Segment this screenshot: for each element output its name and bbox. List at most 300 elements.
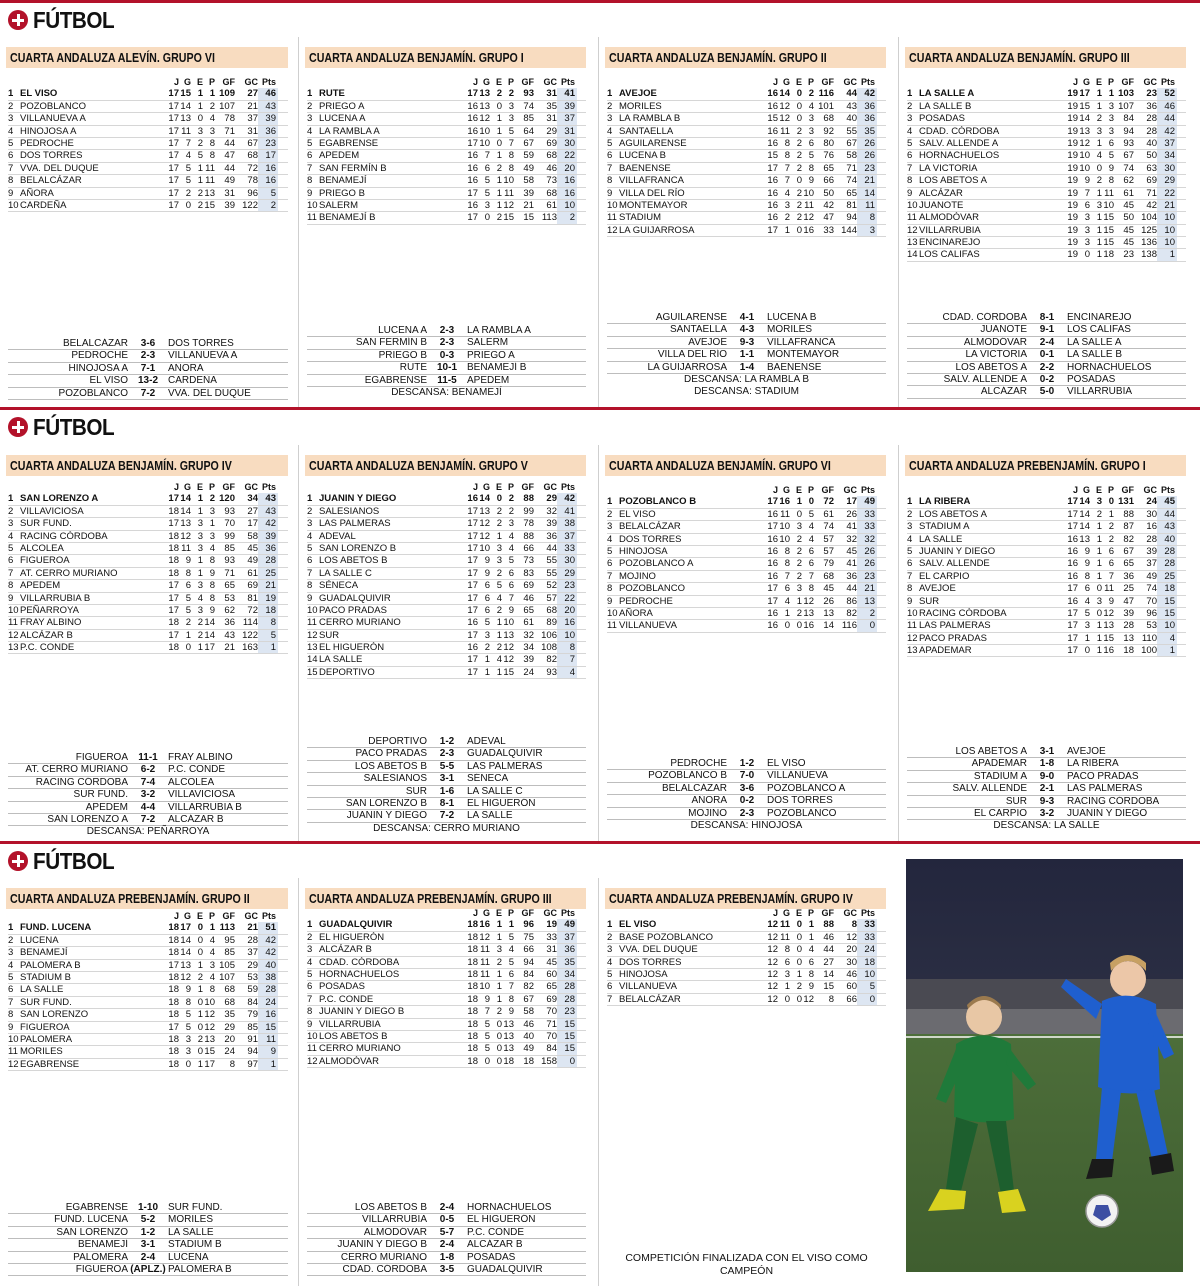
header-e: E (1095, 77, 1102, 87)
position: 11 (907, 212, 917, 224)
header-pos (8, 76, 20, 88)
table-row (907, 534, 1186, 546)
position: 10 (307, 1030, 318, 1042)
goals-against: 72 (247, 604, 258, 616)
position: 3 (8, 947, 14, 959)
points: 42 (1157, 126, 1177, 137)
group-title (605, 47, 886, 68)
played: 19 (1067, 199, 1078, 211)
goals-against: 37 (247, 947, 258, 959)
away-team: BENAMEJÍ B (467, 362, 527, 374)
team-name: P.C. CONDE (319, 993, 374, 1005)
points: 0 (857, 620, 877, 631)
drawn: 3 (197, 125, 203, 137)
group-title-text: CUARTA ANDALUZA PREBENJAMÍN. GRUPO I (909, 458, 1146, 473)
points: 20 (557, 605, 577, 616)
team-name: POSADAS (919, 113, 965, 125)
goals-for: 101 (818, 100, 834, 112)
team-name: ALCÁZAR B (319, 944, 372, 956)
lost: 15 (204, 1046, 215, 1058)
table-row (307, 1043, 586, 1055)
table-row (307, 113, 586, 125)
position: 2 (8, 100, 14, 112)
team-name: AGUILARENSE (619, 137, 687, 149)
away-team: POZOBLANCO A (767, 782, 846, 794)
goals-against: 61 (247, 567, 258, 579)
points: 25 (258, 568, 278, 579)
drawn: 2 (496, 604, 502, 616)
goals-against: 55 (546, 567, 557, 579)
drawn: 3 (197, 518, 203, 530)
table-row (307, 150, 586, 162)
score: 0-2 (1039, 373, 1055, 385)
points: 20 (557, 163, 577, 174)
standings-header-row (8, 910, 288, 922)
team-name: SÉNECA (319, 580, 359, 592)
won: 7 (784, 162, 790, 174)
header-pts: Pts (261, 482, 276, 492)
header-gc: GC (244, 482, 258, 492)
table-row (607, 546, 886, 558)
goals-against: 17 (846, 496, 857, 508)
played: 17 (767, 224, 778, 236)
away-team: LA RAMBLA A (467, 325, 531, 336)
header-g: G (183, 77, 191, 87)
lost: 4 (508, 542, 514, 554)
goals-for: 59 (523, 150, 534, 162)
goals-against: 82 (846, 607, 857, 619)
drawn: 2 (796, 162, 802, 174)
rest-team: DESCANSA: BENAMEJÍ (391, 386, 502, 398)
played: 16 (467, 642, 478, 654)
won: 11 (480, 956, 490, 968)
points: 44 (1157, 509, 1177, 520)
goals-against: 94 (247, 1046, 258, 1058)
result-row (307, 325, 586, 337)
header-e: E (795, 77, 802, 87)
won: 16 (779, 496, 790, 508)
home-team: SALV. ALLENDE (952, 783, 1027, 795)
table-row (607, 138, 886, 150)
table-row (8, 922, 288, 934)
drawn: 1 (496, 629, 502, 641)
played: 18 (168, 642, 179, 654)
won: 14 (479, 493, 490, 505)
played: 17 (467, 518, 478, 530)
points: 36 (557, 944, 577, 955)
table-row (8, 543, 288, 555)
goals-against: 44 (546, 542, 557, 554)
goals-against: 35 (546, 100, 557, 112)
goals-for: 88 (523, 493, 534, 505)
team-name: POZOBLANCO A (619, 558, 694, 570)
goals-against: 50 (1146, 150, 1157, 162)
played: 17 (767, 162, 778, 174)
drawn: 3 (197, 542, 203, 554)
lost: 16 (803, 224, 814, 236)
group-title-text: CUARTA ANDALUZA BENJAMÍN. GRUPO II (609, 50, 827, 65)
header-pts: Pts (860, 77, 875, 87)
drawn: 0 (197, 996, 203, 1008)
group-title (905, 455, 1186, 476)
played: 17 (467, 604, 478, 616)
away-team: LA SALLE C (467, 785, 523, 797)
goals-for: 14 (823, 968, 834, 980)
table-row (307, 969, 586, 981)
drawn: 0 (197, 934, 203, 946)
played: 17 (168, 592, 179, 604)
won: 5 (1084, 607, 1090, 619)
won: 1 (784, 224, 790, 236)
table-row (607, 496, 886, 508)
header-team (619, 484, 766, 496)
drawn: 0 (796, 175, 802, 187)
position: 7 (8, 996, 14, 1008)
played: 12 (767, 919, 778, 931)
lost: 13 (803, 607, 814, 619)
results-list (607, 758, 886, 832)
points: 10 (857, 969, 877, 980)
header-team (619, 76, 766, 88)
position: 9 (8, 1021, 14, 1033)
goals-against: 108 (541, 642, 557, 654)
team-name: RUTE (319, 88, 345, 100)
played: 17 (168, 175, 179, 187)
goals-for: 36 (1123, 570, 1134, 582)
table-row (307, 957, 586, 969)
header-pos (607, 907, 619, 919)
table-row (907, 101, 1186, 113)
position: 2 (8, 505, 14, 517)
header-j: J (173, 77, 179, 87)
position: 4 (907, 125, 913, 137)
table-row (607, 932, 886, 944)
goals-against: 71 (546, 1018, 557, 1030)
header-gc: GC (543, 482, 557, 492)
goals-for: 88 (1123, 508, 1134, 520)
result-row (607, 349, 886, 361)
goals-for: 62 (1123, 175, 1134, 187)
played: 16 (1067, 570, 1078, 582)
goals-against: 16 (1146, 521, 1157, 533)
position: 7 (8, 162, 14, 174)
goals-against: 36 (546, 530, 557, 542)
won: 17 (180, 922, 191, 934)
goals-for: 18 (523, 1055, 534, 1067)
lost: 1 (209, 922, 215, 934)
home-team: LOS ABETOS A (955, 361, 1027, 373)
away-team: LAS PALMERAS (467, 760, 543, 772)
table-row (907, 608, 1186, 620)
position: 4 (307, 530, 313, 542)
header-gf: GF (821, 908, 834, 918)
position: 13 (307, 642, 318, 654)
result-row (907, 349, 1186, 361)
goals-against: 110 (1141, 632, 1157, 644)
header-pts: Pts (1160, 77, 1175, 87)
team-name: PACO PRADAS (319, 604, 387, 616)
position: 2 (907, 100, 913, 112)
position: 11 (307, 617, 317, 629)
drawn: 1 (197, 642, 203, 654)
won: 8 (185, 996, 191, 1008)
away-team: DOS TORRES (767, 795, 833, 807)
won: 14 (1079, 496, 1090, 508)
header-gc: GC (244, 911, 258, 921)
header-pts: Pts (1160, 485, 1175, 495)
won: 1 (484, 666, 490, 678)
header-team (919, 76, 1066, 88)
photo-illustration (906, 859, 1183, 1272)
points: 35 (857, 126, 877, 137)
points: 1 (1157, 249, 1177, 260)
group-title-text: CUARTA ANDALUZA BENJAMÍN. GRUPO I (309, 50, 524, 65)
goals-for: 71 (224, 125, 235, 137)
played: 18 (467, 1006, 478, 1018)
drawn: 2 (796, 981, 802, 993)
team-name: EL HIGUERÓN (319, 931, 385, 943)
goals-against: 78 (247, 175, 258, 187)
group-title (6, 455, 288, 476)
team-name: PRIEGO B (319, 187, 365, 199)
result-row (907, 808, 1186, 820)
table-row (307, 932, 586, 944)
lost: 12 (1103, 607, 1114, 619)
goals-for: 24 (224, 1046, 235, 1058)
won: 0 (784, 620, 790, 632)
won: 6 (1084, 583, 1090, 595)
played: 16 (1067, 558, 1078, 570)
position: 5 (8, 542, 14, 554)
lost: 10 (503, 175, 514, 187)
lost: 15 (503, 212, 514, 224)
won: 1 (784, 607, 790, 619)
played: 18 (467, 993, 478, 1005)
played: 18 (168, 530, 179, 542)
won: 9 (1084, 545, 1090, 557)
team-name: LOS ABETOS A (919, 508, 987, 520)
won: 0 (484, 212, 490, 224)
points: 51 (258, 922, 278, 933)
team-name: JUANIN Y DIEGO B (319, 1006, 405, 1018)
points: 36 (258, 543, 278, 554)
lost: 2 (808, 88, 814, 100)
goals-for: 67 (1123, 150, 1134, 162)
score: 0-3 (439, 349, 455, 361)
position: 12 (907, 224, 918, 236)
table-row (607, 583, 886, 595)
table-row (8, 947, 288, 959)
team-name: SALERM (319, 199, 359, 211)
header-j: J (173, 911, 179, 921)
position: 8 (8, 580, 14, 592)
position: 1 (307, 88, 313, 100)
drawn: 2 (197, 971, 203, 983)
away-team: SÉNECA (467, 773, 509, 785)
away-team: ALCÁZAR B (168, 813, 224, 825)
drawn: 1 (496, 968, 502, 980)
points: 1 (258, 642, 278, 653)
goals-against: 114 (242, 617, 258, 629)
goals-for: 116 (818, 88, 834, 100)
goals-against: 144 (841, 224, 857, 236)
standings-header-row (607, 907, 886, 919)
away-team: ALCOLEA (168, 776, 215, 788)
lost: 15 (1103, 237, 1114, 249)
table-row (307, 126, 586, 138)
won: 3 (1084, 620, 1090, 632)
team-name: HORNACHUELOS (919, 150, 1000, 162)
away-team: LUCENA (168, 1251, 209, 1263)
goals-against: 39 (546, 518, 557, 530)
position: 2 (607, 931, 613, 943)
position: 3 (307, 518, 313, 530)
goals-against: 81 (846, 199, 857, 211)
header-team (20, 910, 167, 922)
lost: 8 (1108, 175, 1114, 187)
drawn: 2 (197, 199, 203, 211)
position: 4 (307, 956, 313, 968)
header-j: J (472, 482, 478, 492)
goals-against: 68 (546, 187, 557, 199)
away-team: RACING CÓRDOBA (1067, 795, 1160, 807)
lost: 13 (503, 1030, 514, 1042)
won: 8 (784, 558, 790, 570)
drawn: 1 (1096, 632, 1102, 644)
lost: 8 (209, 137, 215, 149)
table-row (307, 617, 586, 629)
table-row (8, 88, 288, 100)
goals-against: 55 (546, 555, 557, 567)
played: 16 (1067, 595, 1078, 607)
team-name: LA SALLE A (919, 88, 975, 100)
goals-for: 64 (523, 125, 534, 137)
points: 18 (258, 605, 278, 616)
score: 11-1 (138, 752, 158, 763)
lost: 12 (803, 993, 814, 1005)
won: 11 (181, 542, 191, 554)
header-p: P (807, 485, 814, 495)
position: 9 (307, 187, 313, 199)
goals-against: 61 (546, 199, 557, 211)
drawn: 0 (496, 1055, 502, 1067)
lost: 1 (1108, 88, 1114, 100)
header-j: J (772, 908, 778, 918)
points: 24 (857, 944, 877, 955)
won: 0 (784, 993, 790, 1005)
points: 5 (258, 188, 278, 199)
result-row (8, 814, 288, 826)
lost: 8 (209, 984, 215, 996)
points: 22 (557, 593, 577, 604)
position: 6 (8, 555, 14, 567)
played: 12 (767, 993, 778, 1005)
played: 17 (168, 959, 179, 971)
played: 17 (467, 542, 478, 554)
goals-against: 73 (546, 175, 557, 187)
header-p: P (807, 908, 814, 918)
drawn: 0 (197, 922, 203, 934)
table-row (8, 568, 288, 580)
goals-for: 88 (523, 530, 534, 542)
played: 16 (767, 508, 778, 520)
position: 11 (607, 212, 617, 224)
goals-against: 29 (546, 493, 557, 505)
table-row (307, 981, 586, 993)
goals-against: 84 (247, 996, 258, 1008)
played: 17 (467, 187, 478, 199)
home-team: EGABRENSE (65, 1202, 128, 1213)
goals-for: 26 (823, 595, 834, 607)
goals-against: 68 (546, 604, 557, 616)
team-name: VILLARRUBIA (319, 1018, 381, 1030)
drawn: 1 (1096, 570, 1102, 582)
points: 33 (857, 919, 877, 930)
goals-against: 59 (247, 984, 258, 996)
points: 16 (258, 175, 278, 186)
played: 19 (1067, 125, 1078, 137)
won: 14 (180, 493, 191, 505)
goals-for: 49 (523, 162, 534, 174)
result-row (907, 783, 1186, 795)
lost: 12 (503, 654, 514, 666)
table-row (8, 150, 288, 162)
team-name: ENCINAREJO (919, 237, 981, 249)
played: 16 (767, 607, 778, 619)
group-title-text: CUARTA ANDALUZA BENJAMÍN. GRUPO V (309, 458, 528, 473)
played: 17 (168, 518, 179, 530)
header-j: J (472, 77, 478, 87)
played: 19 (1067, 100, 1078, 112)
played: 18 (467, 1043, 478, 1055)
team-name: CARDEÑA (20, 199, 67, 211)
result-row (307, 748, 586, 760)
position: 15 (307, 666, 318, 678)
position: 9 (607, 187, 613, 199)
lost: 4 (808, 100, 814, 112)
team-name: CERRO MURIANO (319, 1043, 401, 1055)
position: 1 (607, 88, 613, 100)
won: 1 (185, 629, 191, 641)
header-pos (307, 76, 319, 88)
home-team: JUANOTE (980, 324, 1027, 336)
score: 5-0 (1039, 386, 1055, 398)
goals-for: 65 (523, 604, 534, 616)
table-row (307, 493, 586, 505)
position: 14 (307, 654, 318, 666)
position: 10 (907, 199, 918, 211)
result-row (307, 761, 586, 773)
goals-for: 68 (823, 113, 834, 125)
goals-for: 69 (523, 580, 534, 592)
lost: 15 (204, 199, 215, 211)
goals-against: 60 (546, 968, 557, 980)
played: 12 (767, 968, 778, 980)
table-row (8, 555, 288, 567)
home-team: BELALCÁZAR (661, 782, 727, 794)
drawn: 1 (496, 175, 502, 187)
lost: 2 (508, 505, 514, 517)
table-row (907, 163, 1186, 175)
goals-for: 53 (224, 592, 235, 604)
lost: 16 (1103, 645, 1114, 657)
away-team: STADIUM B (168, 1239, 222, 1251)
goals-against: 71 (1146, 187, 1157, 199)
goals-against: 37 (1146, 558, 1157, 570)
goals-against: 24 (1146, 496, 1157, 508)
played: 16 (767, 199, 778, 211)
team-name: POZOBLANCO (20, 100, 86, 112)
